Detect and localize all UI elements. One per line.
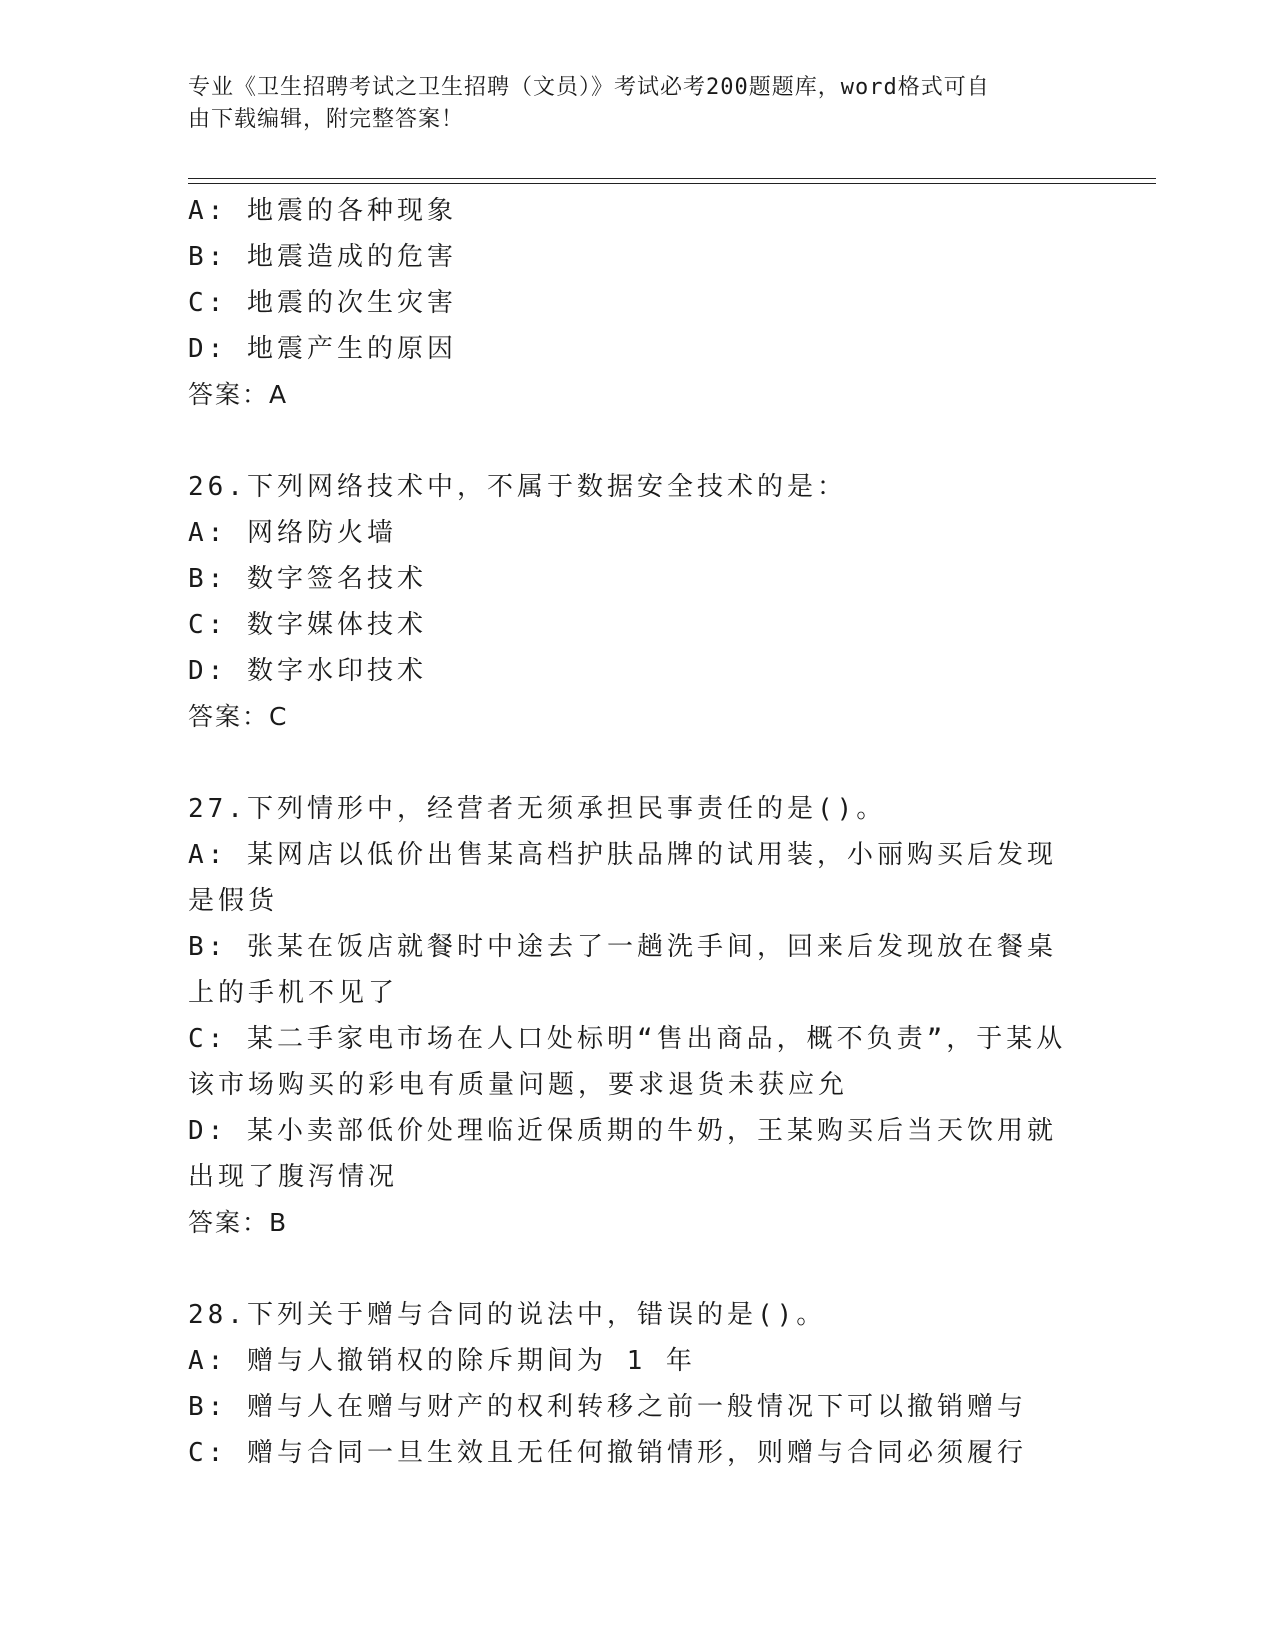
- option-b: B: 张某在饭店就餐时中途去了一趟洗手间，回来后发现放在餐桌上的手机不见了: [188, 932, 1057, 1008]
- question-text: 26.下列网络技术中，不属于数据安全技术的是：: [188, 472, 847, 502]
- question-28-block: [188, 1292, 1088, 1476]
- answer: 答案：B: [188, 1208, 289, 1237]
- answer: 答案：A: [188, 380, 289, 409]
- question-27-block: [188, 786, 1088, 1246]
- question-25-block: [188, 188, 1088, 418]
- question-text: 27.下列情形中，经营者无须承担民事责任的是()。: [188, 794, 887, 824]
- option-b: B: 赠与人在赠与财产的权利转移之前一般情况下可以撤销赠与: [188, 1392, 1027, 1422]
- option-b: B: 地震造成的危害: [188, 242, 457, 272]
- option-d: D: 某小卖部低价处理临近保质期的牛奶，王某购买后当天饮用就出现了腹泻情况: [188, 1116, 1057, 1192]
- answer: 答案：C: [188, 702, 289, 731]
- question-26-block: [188, 464, 1088, 740]
- option-c: C: 某二手家电市场在人口处标明“售出商品，概不负责”，于某从该市场购买的彩电有质量问题，要求退货未获应允: [188, 1024, 1067, 1100]
- option-a: A: 网络防火墙: [188, 518, 397, 548]
- spacer: [188, 740, 1088, 786]
- header-line-1: 专业《卫生招聘考试之卫生招聘（文员）》考试必考200题题库，word格式可自: [188, 75, 990, 100]
- option-a: A: 赠与人撤销权的除斥期间为 1 年: [188, 1346, 696, 1376]
- spacer: [188, 418, 1088, 464]
- header-line-2: 由下载编辑，附完整答案！: [188, 107, 465, 132]
- option-c: C: 数字媒体技术: [188, 610, 427, 640]
- option-a: A: 某网店以低价出售某高档护肤品牌的试用装，小丽购买后发现是假货: [188, 840, 1057, 916]
- option-b: B: 数字签名技术: [188, 564, 427, 594]
- question-list: [188, 188, 1088, 1476]
- spacer: [188, 1246, 1088, 1292]
- question-text: 28.下列关于赠与合同的说法中，错误的是()。: [188, 1300, 827, 1330]
- header-divider-top: [188, 178, 1156, 179]
- option-a: A: 地震的各种现象: [188, 196, 457, 226]
- option-c: C: 地震的次生灾害: [188, 288, 457, 318]
- option-c: C: 赠与合同一旦生效且无任何撤销情形，则赠与合同必须履行: [188, 1438, 1027, 1468]
- header-divider-bottom: [188, 183, 1156, 184]
- option-d: D: 地震产生的原因: [188, 334, 457, 364]
- option-d: D: 数字水印技术: [188, 656, 427, 686]
- document-header: [188, 72, 1088, 136]
